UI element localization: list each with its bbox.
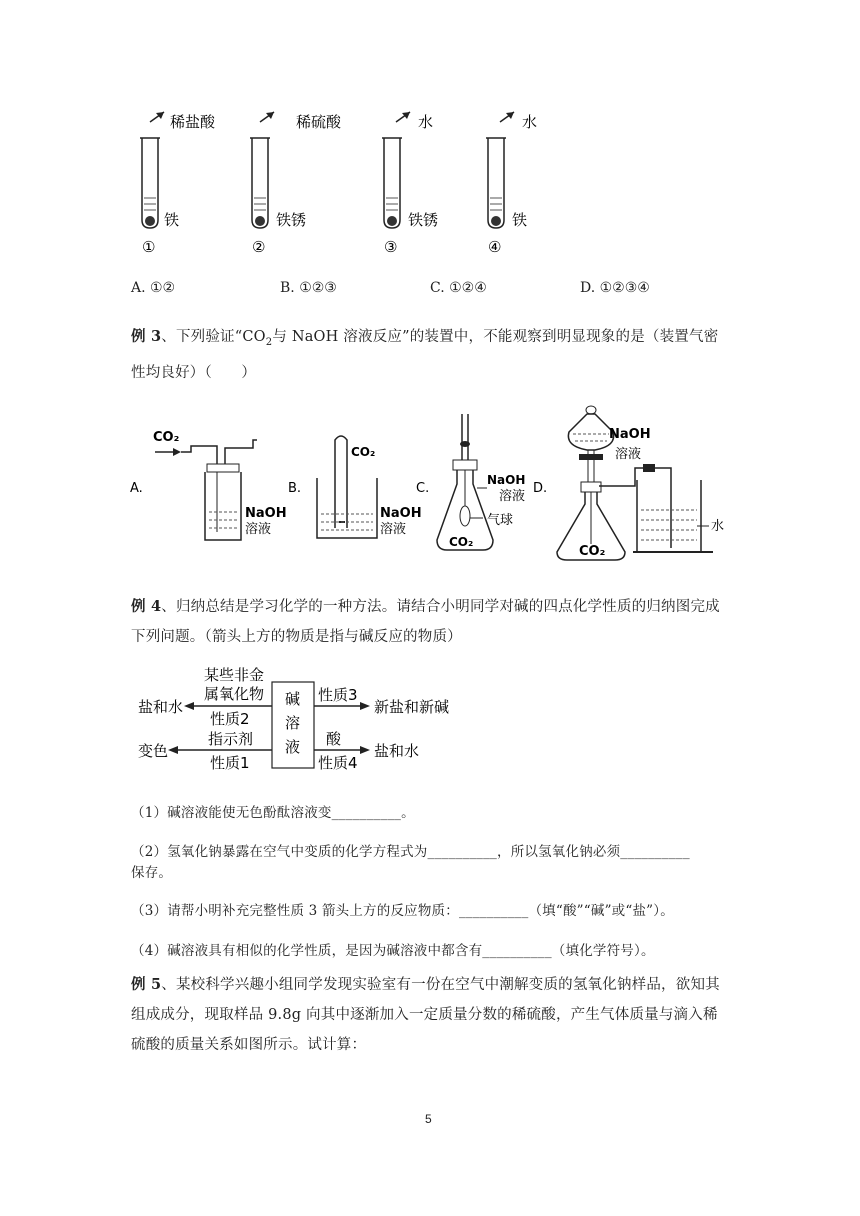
balloon-label-c: 气球 (487, 513, 514, 528)
solid-label-2: 铁锈 (276, 211, 307, 229)
co2-label-d: CO₂ (579, 544, 606, 559)
tube-number-3: ③ (384, 238, 398, 256)
apparatus-label-c: C. (416, 481, 430, 496)
example-3-text (131, 322, 741, 388)
example-3-line2: 性均良好）（ ） (131, 364, 257, 381)
option-a[interactable]: A. ①② (131, 280, 176, 296)
solution-label-d: 溶液 (615, 447, 642, 462)
label-property-1: 性质1 (210, 754, 250, 772)
naoh-label-d: NaOH (609, 427, 651, 442)
co2-label-c: CO₂ (449, 535, 474, 549)
label-property-3: 性质3 (318, 686, 358, 704)
example-4-line1: 、归纳总结是学习化学的一种方法。请结合小明同学对碱的四点化学性质的归纳图完成 (161, 599, 720, 615)
label-color-change: 变色 (138, 742, 169, 760)
reagent-label-3: 水 (418, 113, 434, 131)
center-char-2: 溶 (285, 714, 301, 732)
example-3-text-b: 与 NaOH 溶液反应”的装置中，不能观察到明显现象的是（装置气密 (272, 329, 719, 345)
base-properties-diagram (130, 660, 470, 780)
test-tube-4 (486, 112, 537, 256)
example-3-prefix: 例 3 (131, 328, 162, 345)
co2-label-b: CO₂ (351, 445, 376, 459)
center-char-1: 碱 (285, 690, 301, 708)
test-tube-1 (140, 112, 216, 256)
example-4-line2: 下列问题。（箭头上方的物质是指与碱反应的物质） (131, 629, 462, 645)
label-property-4: 性质4 (318, 754, 358, 772)
label-property-2: 性质2 (210, 710, 250, 728)
solution-label-c: 溶液 (499, 489, 526, 504)
page-number: 5 (425, 1112, 432, 1126)
question-4: （4）碱溶液具有相似的化学性质，是因为碱溶液中都含有__________（填化学符号）。 (131, 943, 655, 959)
test-tube-3 (382, 112, 438, 256)
water-label-d: 水 (711, 519, 725, 534)
label-indicator: 指示剂 (208, 730, 254, 748)
option-c[interactable]: C. ①②④ (430, 280, 487, 296)
example-5-prefix: 例 5 (131, 976, 162, 993)
example-5-line3: 硫酸的质量关系如图所示。试计算： (131, 1037, 367, 1053)
label-nonmetal-oxide-1: 某些非金 (204, 666, 265, 684)
reagent-label-2: 稀硫酸 (296, 113, 342, 131)
solid-label-4: 铁 (512, 211, 528, 229)
center-char-3: 液 (285, 738, 301, 756)
naoh-label-b: NaOH (380, 506, 422, 521)
solution-label-b: 溶液 (380, 522, 407, 537)
naoh-label-c: NaOH (487, 473, 526, 487)
tube-number-2: ② (252, 238, 266, 256)
tube-number-1: ① (142, 238, 156, 256)
apparatus-figure (125, 400, 740, 570)
example-3-text-a: 、下列验证“CO (161, 329, 266, 345)
apparatus-label-b: B. (288, 481, 302, 496)
label-new-salt-new-base: 新盐和新碱 (374, 698, 450, 716)
apparatus-label-d: D. (533, 481, 548, 496)
question-3: （3）请帮小明补充完整性质 3 箭头上方的反应物质：__________（填“酸”“碱”或“盐”）。 (131, 903, 674, 919)
solution-label-a: 溶液 (245, 522, 272, 537)
label-salt-water-right: 盐和水 (374, 742, 420, 760)
option-d[interactable]: D. ①②③④ (580, 280, 650, 296)
tube-number-4: ④ (488, 238, 502, 256)
question-1: （1）碱溶液能使无色酚酞溶液变__________。 (131, 805, 415, 821)
solid-label-1: 铁 (164, 211, 180, 229)
solid-label-3: 铁锈 (408, 211, 439, 229)
apparatus-label-a: A. (130, 481, 143, 496)
reagent-label-1: 稀盐酸 (170, 113, 216, 131)
example-5-text (131, 970, 741, 1060)
example-3-sub: 2 (265, 336, 273, 348)
reagent-label-4: 水 (522, 113, 538, 131)
question-2: （2）氢氧化钠暴露在空气中变质的化学方程式为__________，所以氢氧化钠必须__________ (131, 844, 690, 860)
example-5-line1: 、某校科学兴趣小组同学发现实验室有一份在空气中潮解变质的氢氧化钠样品，欲知其 (161, 977, 720, 993)
option-b[interactable]: B. ①②③ (280, 280, 337, 296)
label-salt-water-left: 盐和水 (138, 698, 184, 716)
label-nonmetal-oxide-2: 属氧化物 (204, 685, 265, 703)
test-tube-2 (250, 112, 342, 256)
example-5-line2: 组成成分，现取样品 9.8g 向其中逐渐加入一定质量分数的稀硫酸，产生气体质量与滴入稀 (131, 1007, 718, 1023)
naoh-label-a: NaOH (245, 506, 287, 521)
example-4-prefix: 例 4 (131, 598, 162, 615)
example-4-text (131, 592, 741, 652)
question-2-cont: 保存。 (131, 865, 173, 881)
test-tubes-figure (120, 100, 580, 270)
co2-label-a: CO₂ (153, 430, 180, 445)
label-acid: 酸 (326, 730, 342, 748)
